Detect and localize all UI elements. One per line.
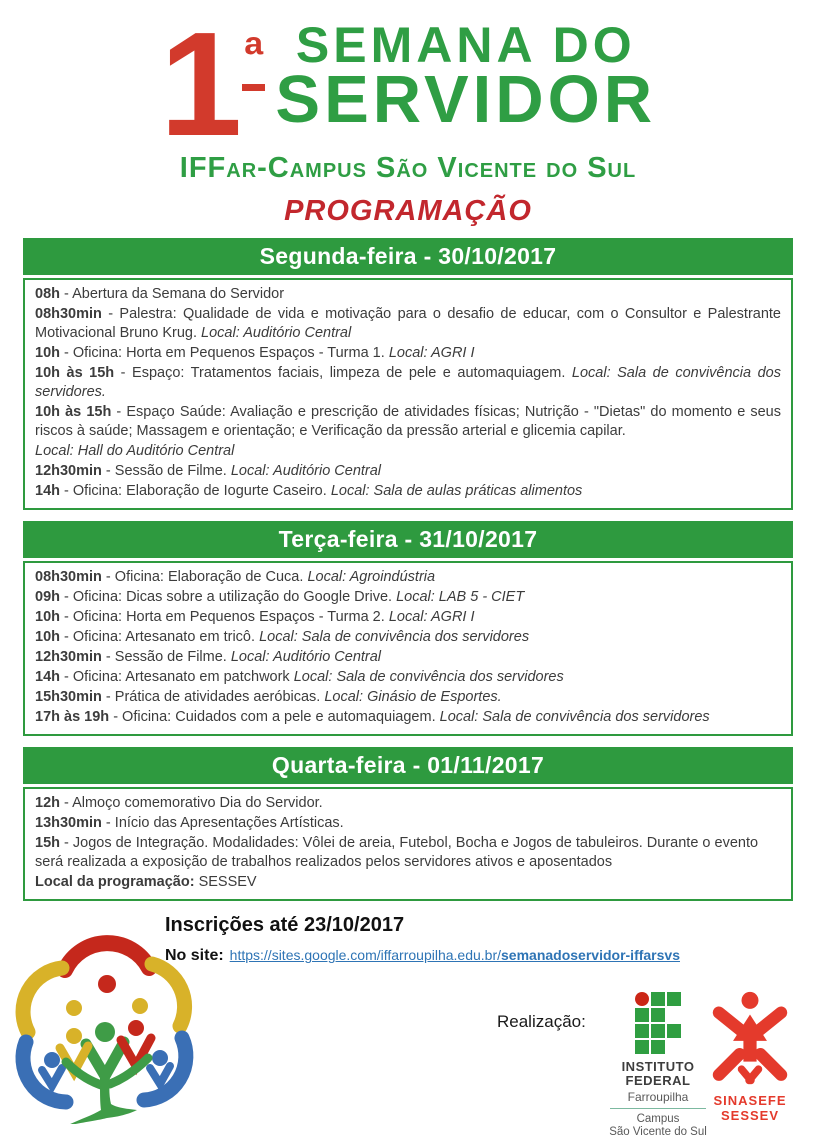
poster-footer [0,912,816,1139]
if-logo-divider [610,1108,706,1109]
title-row [0,2,816,167]
day-section [23,747,793,901]
site-line [165,947,680,965]
schedule-item [35,834,781,872]
item-time: 14h [35,483,60,500]
inscriptions-deadline: Inscrições até 23/10/2017 [165,914,405,937]
item-text: - Início das Apresentações Artísticas. [101,815,344,832]
item-text: - Almoço comemorativo Dia do Servidor. [60,795,323,812]
item-location: Local: AGRI I [388,609,475,626]
schedule-item [35,568,781,587]
if-farroupilha-logo [600,992,716,1139]
item-location: Local: Hall do Auditório Central [35,443,235,460]
item-time: 14h [35,669,60,686]
item-time: 12h [35,795,60,812]
item-location: Local: Agroindústria [307,569,436,586]
item-text: - Abertura da Semana do Servidor [60,286,285,303]
day-section [23,521,793,736]
item-location: Local: Auditório Central [230,463,382,480]
item-text: - Oficina: Dicas sobre a utilização do Google Drive. [60,589,397,606]
schedule-item [35,588,781,607]
item-location: Local: AGRI I [388,345,475,362]
day-section [23,238,793,510]
sinasefe-icon [705,990,795,1088]
if-logo-line4: Campus [636,1113,680,1126]
item-text: - Jogos de Integração. Modalidades: Vôlei de areia, Futebol, Bocha e Jogos de tabuleiros. Durante o evento será realizada a exposição de trabalhos realizados pelos servidores ativos e aposentados [35,835,759,871]
sinasefe-line2: SESSEV [720,1108,780,1124]
item-location: Local: Ginásio de Esportes. [324,689,502,706]
item-text: - Espaço Saúde: Avaliação e prescrição de atividades físicas; Nutrição - "Dietas" do momento e seus riscos à saúde; Massagem e orientação; e Verificação da pressão arterial e glicemia capilar. [35,404,781,440]
schedule-item [35,462,781,481]
if-logo-icon [635,992,681,1054]
item-text: - Sessão de Filme. [101,463,231,480]
title-lines [275,17,657,137]
if-logo-line1: INSTITUTO [621,1059,695,1075]
item-time: 09h [35,589,60,606]
item-text: - Oficina: Artesanato em patchwork [60,669,294,686]
poster-header [0,0,816,228]
day-body [23,787,793,901]
schedule-item [35,482,781,501]
title-numeral-digit: 1 [159,2,243,167]
title-subtitle: IFFar-Campus São Vicente do Sul [179,152,637,185]
item-text: - Oficina: Artesanato em tricô. [60,629,260,646]
item-time: Local da programação: [35,874,195,891]
title-numeral [159,2,266,167]
item-location: Local: LAB 5 - CIET [396,589,525,606]
if-logo-line2: FEDERAL [625,1073,691,1089]
schedule-sections [0,238,816,901]
item-location: Local: Sala de convivência dos servidores [259,629,530,646]
sinasefe-line1: SINASEFE [713,1093,787,1109]
item-time: 13h30min [35,815,102,832]
item-text: - Oficina: Elaboração de Cuca. [101,569,308,586]
item-time: 08h30min [35,306,102,323]
sinasefe-logo [702,990,798,1123]
item-time: 10h às 15h [35,365,115,382]
title-line1: SEMANA DO [295,17,636,73]
schedule-item [35,794,781,813]
schedule-item [35,403,781,441]
schedule-item [35,608,781,627]
schedule-item [35,344,781,363]
item-location: Local: Auditório Central [201,325,352,342]
item-time: 17h às 19h [35,709,110,726]
day-body [23,561,793,736]
item-text: - Oficina: Elaboração de Iogurte Caseiro. [60,483,331,500]
schedule-item [35,285,781,304]
site-link[interactable] [230,947,680,963]
schedule-item [35,305,781,343]
item-text: SESSEV [194,874,257,891]
item-time: 12h30min [35,649,102,666]
realization-label: Realização: [497,1012,586,1032]
inscriptions-block [165,914,680,965]
schedule-item [35,708,781,727]
schedule-item [35,814,781,833]
schedule-item [35,648,781,667]
item-location: Local: Sala de convivência dos servidores [439,709,710,726]
item-text: - Palestra: Qualidade de vida e motivação para o desafio de educar, com o Consultor e Palestrante Motivacional Bruno Krug. [35,306,781,342]
item-location: Local: Sala de convivência dos servidores. [35,365,781,401]
if-logo-line3: Farroupilha [627,1090,689,1105]
program-label: PROGRAMAÇÃO [284,195,532,228]
item-text: - Oficina: Cuidados com a pele e automaquiagem. [109,709,440,726]
item-location: Local: Sala de aulas práticas alimentos [330,483,583,500]
site-url-regular: https://sites.google.com/iffarroupilha.edu.br/ [229,947,502,964]
site-label: No site: [165,947,224,965]
schedule-item [35,688,781,707]
item-time: 10h [35,345,60,362]
schedule-item [35,873,781,892]
schedule-item [35,628,781,647]
item-location: Local: Sala de convivência dos servidores [293,669,564,686]
item-time: 15h30min [35,689,102,706]
day-header: Quarta-feira - 01/11/2017 [23,747,793,784]
schedule-item [35,442,781,461]
item-time: 10h [35,609,60,626]
if-logo-line5: São Vicente do Sul [609,1126,707,1139]
item-text: - Oficina: Horta em Pequenos Espaços - Turma 1. [60,345,389,362]
schedule-item [35,364,781,402]
day-body [23,278,793,510]
item-time: 12h30min [35,463,102,480]
item-text: - Sessão de Filme. [101,649,231,666]
item-time: 08h [35,286,60,303]
item-time: 10h às 15h [35,404,112,421]
item-time: 08h30min [35,569,102,586]
day-header: Segunda-feira - 30/10/2017 [23,238,793,275]
title-numeral-ordinal: ª [242,30,265,91]
schedule-item [35,668,781,687]
day-header: Terça-feira - 31/10/2017 [23,521,793,558]
item-time: 15h [35,835,60,852]
item-time: 10h [35,629,60,646]
item-text: - Oficina: Horta em Pequenos Espaços - Turma 2. [60,609,389,626]
item-text: - Espaço: Tratamentos faciais, limpeza de pele e automaquiagem. [114,365,572,382]
item-location: Local: Auditório Central [230,649,382,666]
site-url-bold: semanadoservidor-iffarsvs [501,947,680,964]
item-text: - Prática de atividades aeróbicas. [101,689,325,706]
title-line2: SERVIDOR [275,62,657,137]
